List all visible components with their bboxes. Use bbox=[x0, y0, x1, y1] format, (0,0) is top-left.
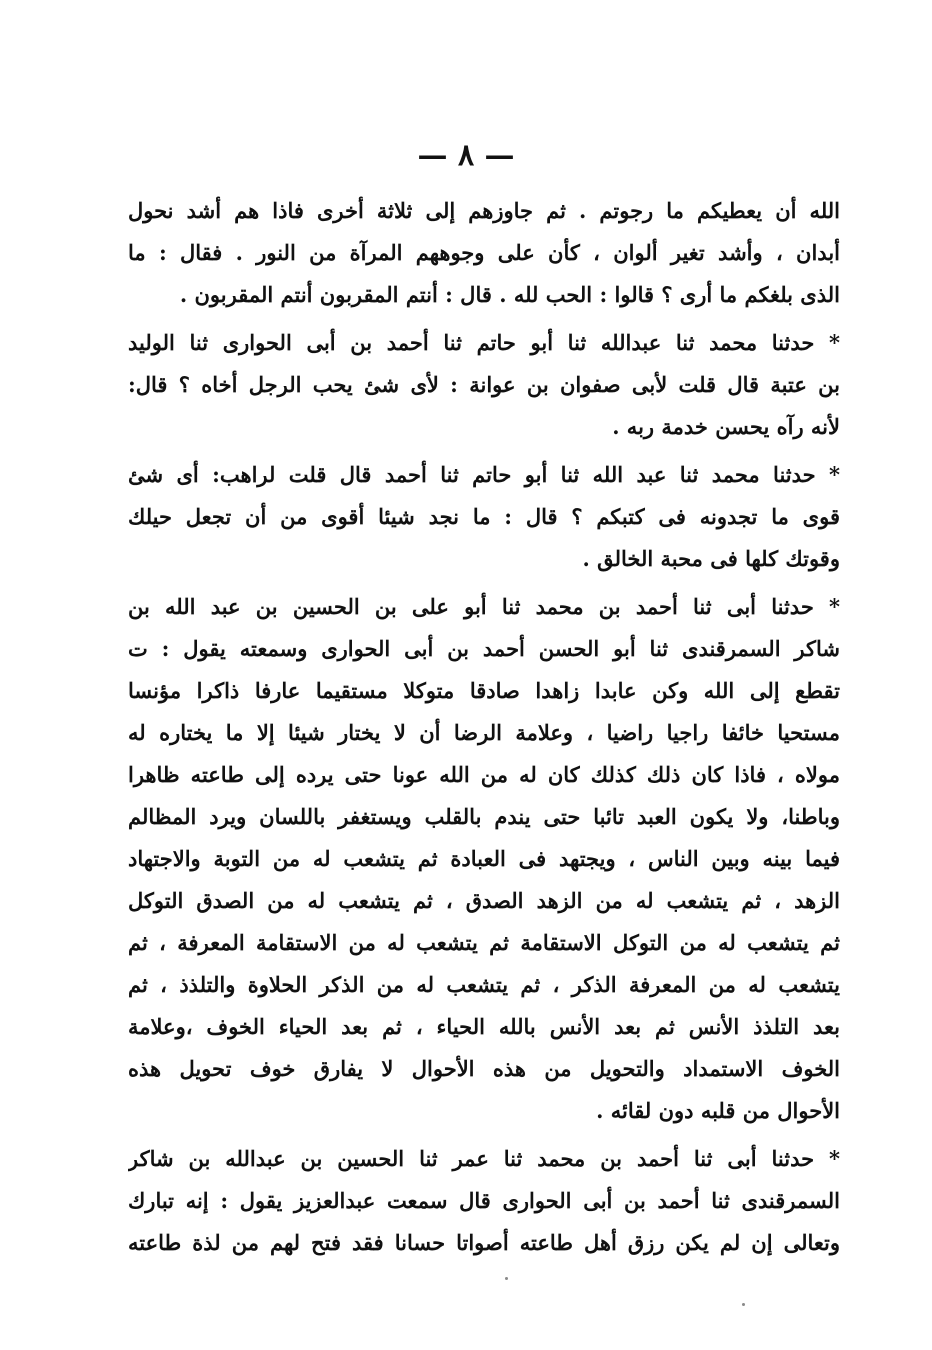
text-line: لأنه رآه يحسن خدمة ربه . bbox=[612, 414, 840, 439]
text-line: الذى بلغكم ما أرى ؟ قالوا : الحب لله . قال : أنتم المقربون أنتم المقربون . bbox=[179, 282, 840, 307]
text-line: * حدثنا محمد ثنا عبدالله ثنا أبو حاتم ثنا أحمد بن أبى الحوارى ثنا الوليد bbox=[128, 330, 840, 355]
text-line: وتعالى إن لم يكن رزق أهل طاعته أصواتا حسانا فقد فتح لهم من لذة طاعته bbox=[128, 1230, 840, 1255]
paragraph bbox=[128, 454, 840, 580]
paragraph bbox=[128, 586, 840, 1132]
text-line: السمرقندى ثنا أحمد بن أبى الحوارى قال سمعت عبدالعزيز يقول : إنه تبارك bbox=[128, 1188, 840, 1213]
page-number: — ٨ — bbox=[417, 138, 515, 173]
paragraph bbox=[128, 322, 840, 448]
text-line: الله أن يعطيكم ما رجوتم . ثم جاوزهم إلى ثلاثة أخرى فاذا هم أشد نحول bbox=[128, 198, 840, 223]
text-line: أبدان ، وأشد تغير ألوان ، كأن على وجوههم المرآة من النور . فقال : ما bbox=[128, 240, 840, 265]
text-line: وباطنا، ولا يكون العبد تائبا حتى يندم بالقلب ويستغفر باللسان ويرد المظالم bbox=[128, 804, 840, 829]
text-line: الخوف الاستمداد والتحويل من هذه الأحوال لا يفارق خوف تحويل هذه bbox=[128, 1056, 840, 1081]
scan-speck bbox=[742, 1303, 745, 1306]
text-line: مستحيا خائفا راجيا راضيا ، وعلامة الرضا أن لا يختار شيئا إلا ما يختاره له bbox=[128, 720, 840, 745]
text-line: بن عتبة قال قلت لأبى صفوان بن عوانة : لأى شئ يحب الرجل أخاه ؟ قال: bbox=[128, 372, 840, 397]
text-line: * حدثنا أبى ثنا أحمد بن محمد ثنا عمر ثنا الحسين بن عبدالله بن شاكر bbox=[128, 1146, 840, 1171]
text-line: الزهد ، ثم يتشعب له من الزهد الصدق ، ثم يتشعب له من الصدق التوكل bbox=[128, 888, 840, 913]
text-line: فيما بينه وبين الناس ، ويجتهد فى العبادة ثم يتشعب له من التوبة والاجتهاد bbox=[128, 846, 840, 871]
text-line: وقوتك كلها فى محبة الخالق . bbox=[582, 546, 840, 571]
text-line: * حدثنا محمد ثنا عبد الله ثنا أبو حاتم ثنا أحمد قال قلت لراهب: أى شئ bbox=[128, 462, 840, 487]
page-body-text bbox=[128, 190, 840, 1264]
text-line: * حدثنا أبى ثنا أحمد بن محمد ثنا أبو على بن الحسين بن عبد الله بن bbox=[128, 594, 840, 619]
text-line: الأحوال من قلبه دون لقائه . bbox=[596, 1098, 840, 1123]
paragraph bbox=[128, 190, 840, 316]
text-line: يتشعب له من المعرفة الذكر ، ثم يتشعب له من الذكر الحلاوة والتلذذ ، ثم bbox=[128, 972, 840, 997]
paragraph bbox=[128, 1138, 840, 1264]
text-line: شاكر السمرقندى ثنا أبو الحسن أحمد بن أبى الحوارى وسمعته يقول : ت bbox=[128, 636, 840, 661]
text-line: ثم يتشعب له من التوكل الاستقامة ثم يتشعب له من الاستقامة المعرفة ، ثم bbox=[128, 930, 840, 955]
scan-speck bbox=[505, 1277, 508, 1280]
text-line: تقطع إلى الله وكن عابدا زاهدا صادقا متوكلا مستقيما عارفا ذاكرا مؤنسا bbox=[128, 678, 840, 703]
text-line: بعد التلذذ الأنس ثم بعد الأنس بالله الحياء ، ثم بعد الحياء الخوف ،وعلامة bbox=[128, 1014, 840, 1039]
text-line: قوى ما تجدونه فى كتبكم ؟ قال : ما نجد شيئا أقوى من أن تجعل حيلك bbox=[128, 504, 840, 529]
text-line: مولاه ، فاذا كان ذلك كذلك كان له من الله عونا حتى يرده إلى طاعته ظاهرا bbox=[128, 762, 840, 787]
